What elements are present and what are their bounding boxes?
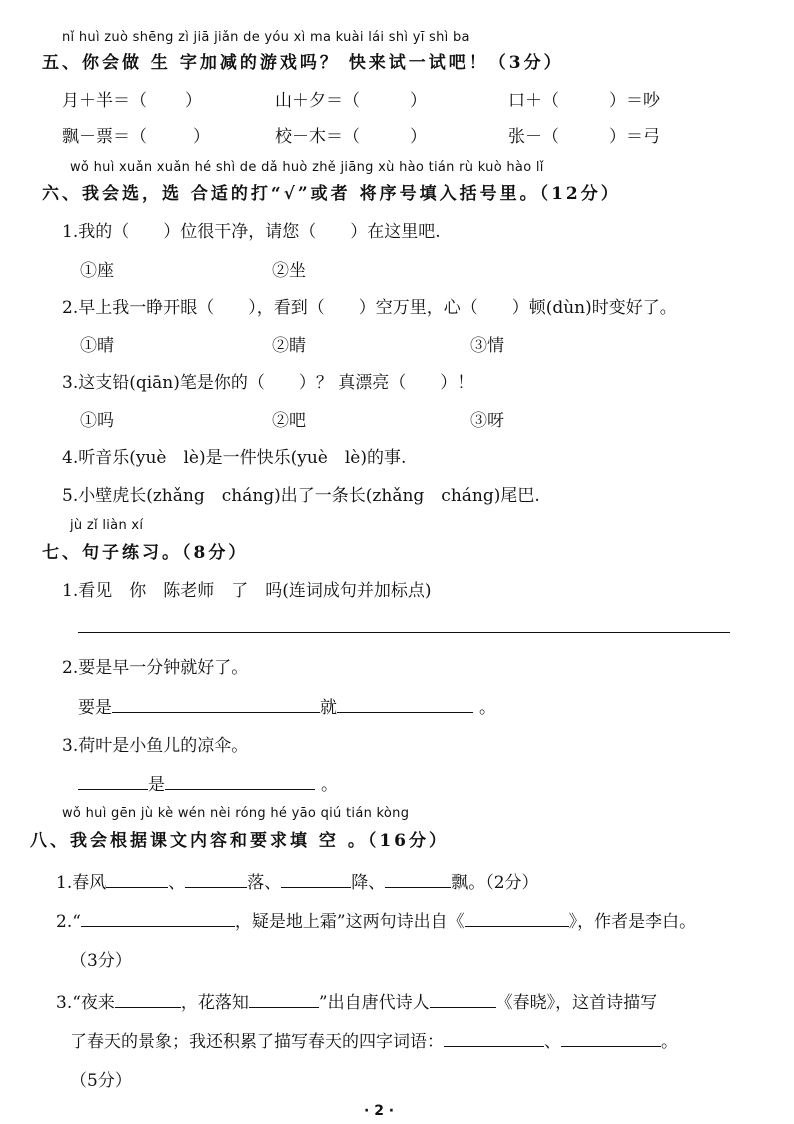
s8-q2-score: （3分）	[70, 951, 132, 971]
s6-q1-option-2: ②坐	[272, 261, 306, 281]
s6-q4: 4.听音乐(yuè lè)是一件快乐(yuè lè)的事.	[62, 448, 407, 468]
s7-q2-blank-2[interactable]	[337, 695, 473, 713]
s6-q2: 2.早上我一睁开眼（ ），看到（ ）空万里，心（ ）顿(dùn)时变好了。	[62, 298, 677, 318]
s6-q3-option-2: ②吧	[272, 411, 306, 431]
s6-q1: 1.我的（ ）位很干净，请您（ ）在这里吧.	[62, 222, 441, 242]
s6-pinyin: wǒ huì xuǎn xuǎn hé shì de dǎ huò zhě jiāng xù hào tián rù kuò hào lǐ	[70, 160, 544, 175]
s7-q3-answer: 是 。	[78, 770, 338, 795]
s7-q1: 1.看见 你 陈老师 了 吗(连词成句并加标点)	[62, 581, 432, 601]
s8-q2-blank-2[interactable]	[465, 909, 569, 927]
s6-q3-option-3: ③呀	[470, 411, 504, 431]
s8-q1-blank-4[interactable]	[385, 870, 451, 888]
s7-q3-blank-2[interactable]	[165, 772, 315, 790]
s8-q3-line-1: 3.“夜来 ，花落知 ”出自唐代诗人 《春晓》，这首诗描写	[56, 988, 657, 1013]
s8-heading: 八、我会根据课文内容和要求填 空 。（16分）	[30, 831, 449, 851]
s5-q2: 山＋夕＝（ ）	[275, 91, 427, 111]
s5-q6: 张－（ ）＝弓	[508, 127, 660, 147]
s6-q2-option-2: ②睛	[272, 336, 306, 356]
s6-q2-option-3: ③情	[470, 336, 504, 356]
s8-q1-blank-1[interactable]	[106, 870, 168, 888]
s5-q3: 口＋（ ）＝吵	[508, 91, 660, 111]
s5-pinyin: nǐ huì zuò shēng zì jiā jiǎn de yóu xì ma kuài lái shì yī shì ba	[62, 30, 470, 45]
s7-q1-answer-line[interactable]	[78, 632, 730, 633]
s6-heading: 六、我会选，选 合适的打“√”或者 将序号填入括号里。（12分）	[42, 184, 621, 204]
s6-q2-option-1: ①晴	[80, 336, 114, 356]
s6-q1-option-1: ①座	[80, 261, 114, 281]
s8-q1: 1.春风 、 落、 降、 飘。（2分）	[56, 868, 539, 893]
s8-q3-blank-4[interactable]	[444, 1029, 544, 1047]
s5-q1: 月＋半＝（ ）	[62, 91, 202, 111]
s5-heading: 五、你会做 生 字加减的游戏吗？ 快来试一试吧！（3分）	[42, 53, 564, 73]
s8-q1-blank-3[interactable]	[281, 870, 351, 888]
s7-q2-blank-1[interactable]	[112, 695, 320, 713]
s6-q5: 5.小壁虎长(zhǎng cháng)出了一条长(zhǎng cháng)尾巴.	[62, 486, 540, 506]
s8-q3-blank-2[interactable]	[249, 990, 319, 1008]
s8-q3-score: （5分）	[70, 1071, 132, 1091]
s7-q2-answer: 要是 就 。	[78, 693, 496, 718]
s8-q1-blank-2[interactable]	[185, 870, 247, 888]
s8-q3-blank-3[interactable]	[430, 990, 496, 1008]
s7-heading: 七、句子练习。（8分）	[42, 543, 249, 563]
page-number: · 2 ·	[364, 1103, 395, 1119]
s6-q3-option-1: ①吗	[80, 411, 114, 431]
s8-q2-blank-1[interactable]	[81, 909, 235, 927]
s7-q3-blank-1[interactable]	[78, 772, 148, 790]
s7-q3: 3.荷叶是小鱼儿的凉伞。	[62, 736, 249, 756]
s7-q2: 2.要是早一分钟就好了。	[62, 658, 249, 678]
s5-q5: 校－木＝（ ）	[275, 127, 427, 147]
s6-q3: 3.这支铅(qiān)笔是你的（ ）？ 真漂亮（ ）！	[62, 373, 475, 393]
s7-pinyin: jù zǐ liàn xí	[70, 518, 144, 533]
s8-q3-blank-5[interactable]	[561, 1029, 661, 1047]
s8-q2: 2.“ ，疑是地上霜”这两句诗出自《 》，作者是李白。	[56, 907, 696, 932]
s8-pinyin: wǒ huì gēn jù kè wén nèi róng hé yāo qiú tián kòng	[62, 806, 410, 821]
s8-q3-blank-1[interactable]	[115, 990, 181, 1008]
s8-q3-line-2: 了春天的景象；我还积累了描写春天的四字词语： 、 。	[70, 1027, 678, 1052]
s5-q4: 飘－票＝（ ）	[62, 127, 210, 147]
